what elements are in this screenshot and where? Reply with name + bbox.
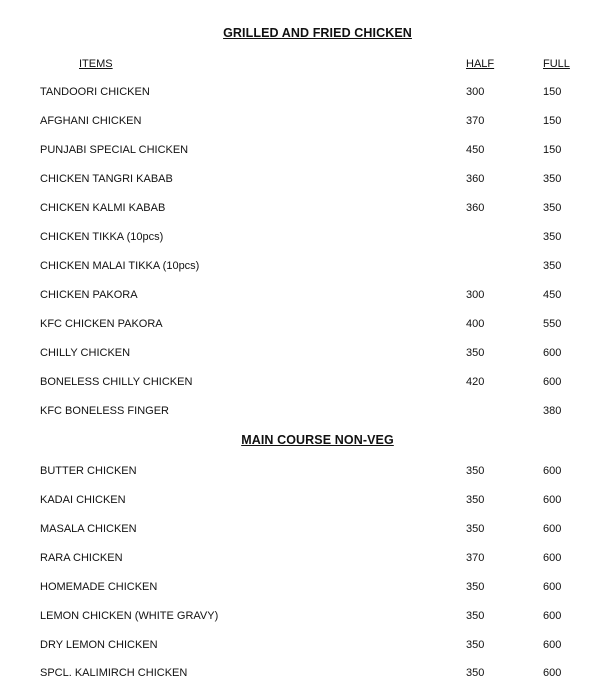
half-price: 350: [466, 667, 485, 679]
full-price: 350: [543, 202, 562, 214]
full-price: 600: [543, 376, 562, 388]
half-price: 370: [466, 115, 485, 127]
menu-row: [0, 521, 607, 537]
menu-row: [0, 258, 607, 274]
item-name: DRY LEMON CHICKEN: [40, 639, 158, 651]
item-name: RARA CHICKEN: [40, 552, 123, 564]
full-price: 600: [543, 610, 562, 622]
item-name: KFC BONELESS FINGER: [40, 405, 169, 417]
full-price: 600: [543, 347, 562, 359]
column-header-full: FULL: [543, 58, 570, 70]
full-price: 550: [543, 318, 562, 330]
full-price: 150: [543, 86, 562, 98]
item-name: CHILLY CHICKEN: [40, 347, 131, 359]
menu-row: [0, 200, 607, 216]
half-price: 450: [466, 144, 485, 156]
item-name: CHICKEN MALAI TIKKA (10pcs): [40, 260, 200, 272]
full-price: 150: [543, 144, 562, 156]
full-price: 600: [543, 639, 562, 651]
item-name: CHICKEN KALMI KABAB: [40, 202, 166, 214]
menu-row: [0, 492, 607, 508]
full-price: 350: [543, 260, 562, 272]
item-name: CHICKEN PAKORA: [40, 289, 138, 301]
half-price: 360: [466, 173, 485, 185]
item-name: KFC CHICKEN PAKORA: [40, 318, 163, 330]
full-price: 150: [543, 115, 562, 127]
section-title-main-course-non-veg: MAIN COURSE NON-VEG: [241, 433, 394, 447]
menu-row: [0, 665, 607, 681]
menu-row: [0, 637, 607, 653]
menu-row: [0, 113, 607, 129]
menu-row: [0, 579, 607, 595]
full-price: 600: [543, 494, 562, 506]
menu-row: [0, 403, 607, 419]
column-header-half: HALF: [466, 58, 495, 70]
full-price: 600: [543, 667, 562, 679]
item-name: AFGHANI CHICKEN: [40, 115, 142, 127]
item-name: HOMEMADE CHICKEN: [40, 581, 158, 593]
half-price: 350: [466, 465, 485, 477]
full-price: 600: [543, 581, 562, 593]
menu-row: [0, 550, 607, 566]
full-price: 600: [543, 523, 562, 535]
half-price: 350: [466, 523, 485, 535]
menu-row: [0, 374, 607, 390]
menu-row: [0, 229, 607, 245]
half-price: 350: [466, 639, 485, 651]
column-header-items: ITEMS: [79, 58, 113, 70]
menu-row: [0, 316, 607, 332]
full-price: 380: [543, 405, 562, 417]
item-name: SPCL. KALIMIRCH CHICKEN: [40, 667, 188, 679]
item-name: CHICKEN TIKKA (10pcs): [40, 231, 164, 243]
half-price: 350: [466, 494, 485, 506]
full-price: 600: [543, 465, 562, 477]
menu-row: [0, 287, 607, 303]
half-price: 300: [466, 289, 485, 301]
half-price: 400: [466, 318, 485, 330]
half-price: 300: [466, 86, 485, 98]
menu-row: [0, 142, 607, 158]
item-name: KADAI CHICKEN: [40, 494, 126, 506]
full-price: 450: [543, 289, 562, 301]
menu-row: [0, 84, 607, 100]
menu-row: [0, 463, 607, 479]
half-price: 350: [466, 610, 485, 622]
item-name: PUNJABI SPECIAL CHICKEN: [40, 144, 189, 156]
item-name: MASALA CHICKEN: [40, 523, 137, 535]
item-name: BUTTER CHICKEN: [40, 465, 137, 477]
item-name: CHICKEN TANGRI KABAB: [40, 173, 173, 185]
item-name: LEMON CHICKEN (WHITE GRAVY): [40, 610, 219, 622]
full-price: 350: [543, 231, 562, 243]
half-price: 370: [466, 552, 485, 564]
half-price: 350: [466, 581, 485, 593]
menu-row: [0, 608, 607, 624]
full-price: 350: [543, 173, 562, 185]
menu-row: [0, 345, 607, 361]
half-price: 420: [466, 376, 485, 388]
item-name: TANDOORI CHICKEN: [40, 86, 150, 98]
half-price: 360: [466, 202, 485, 214]
section-title-grilled-fried: GRILLED AND FRIED CHICKEN: [223, 26, 412, 40]
half-price: 350: [466, 347, 485, 359]
menu-row: [0, 171, 607, 187]
full-price: 600: [543, 552, 562, 564]
item-name: BONELESS CHILLY CHICKEN: [40, 376, 193, 388]
